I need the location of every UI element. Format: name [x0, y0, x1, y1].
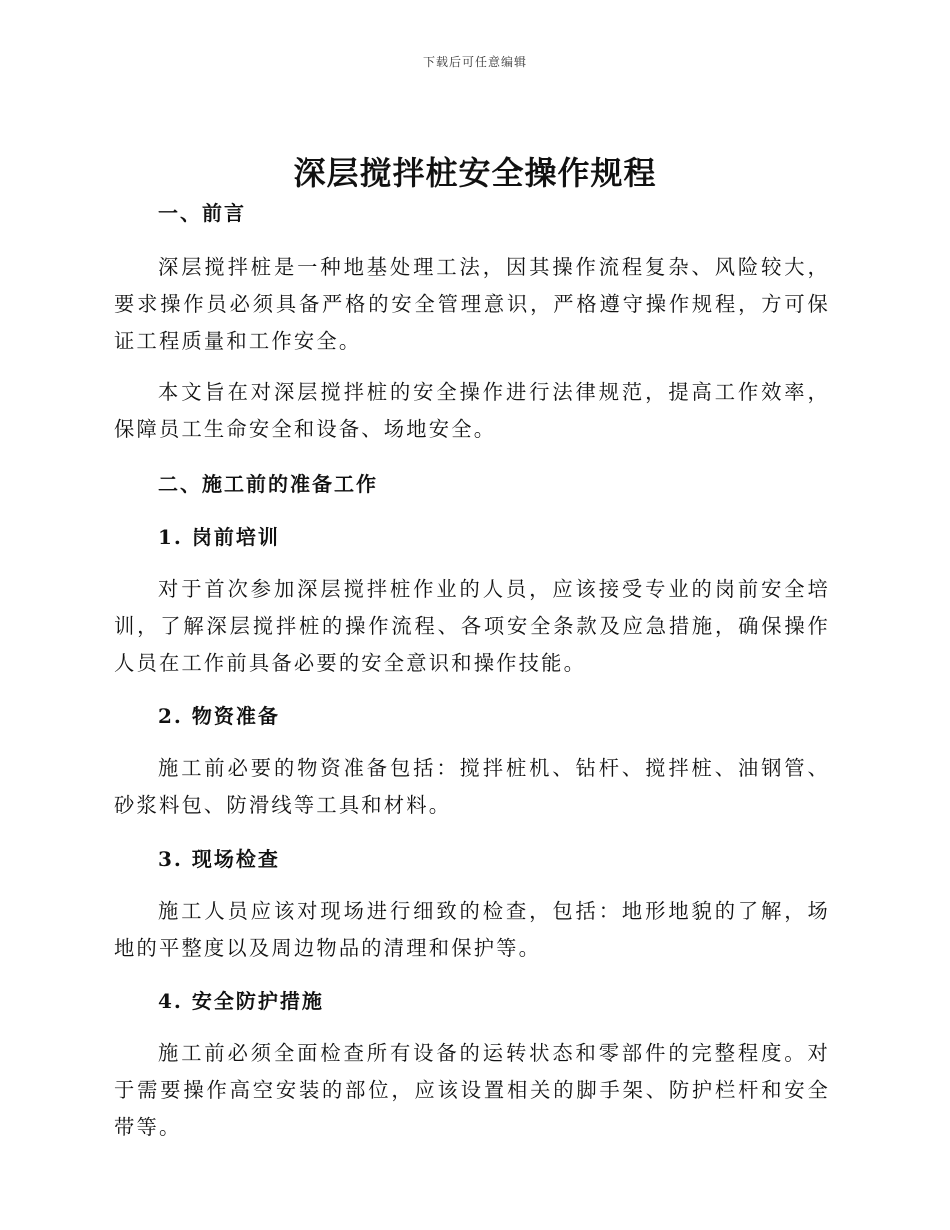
subsection-heading-materials: 2. 物资准备: [158, 704, 280, 728]
document-title: 深层搅拌桩安全操作规程: [293, 154, 657, 192]
paragraph-safety-protection: 施工前必须全面检查所有设备的运转状态和零部件的完整程度。对于需要操作高空安装的部位，应该设置相关的脚手架、防护栏杆和安全带等。: [114, 1041, 830, 1139]
section-heading-preface: 一、前言: [158, 201, 246, 225]
header-note: 下载后可任意编辑: [422, 55, 527, 69]
paragraph-preface-2: 本文旨在对深层搅拌桩的安全操作进行法律规范，提高工作效率，保障员工生命安全和设备、场地安全。: [114, 380, 830, 441]
subsection-heading-training: 1. 岗前培训: [158, 525, 280, 549]
paragraph-site-check: 施工人员应该对现场进行细致的检查，包括：地形地貌的了解，场地的平整度以及周边物品的清理和保护等。: [114, 899, 830, 960]
paragraph-training: 对于首次参加深层搅拌桩作业的人员，应该接受专业的岗前安全培训，了解深层搅拌桩的操作流程、各项安全条款及应急措施，确保操作人员在工作前具备必要的安全意识和操作技能。: [114, 577, 830, 675]
section-heading-preparation: 二、施工前的准备工作: [158, 472, 378, 496]
paragraph-materials: 施工前必要的物资准备包括：搅拌桩机、钻杆、搅拌桩、油钢管、砂浆料包、防滑线等工具和材料。: [114, 756, 830, 817]
subsection-heading-safety-protection: 4. 安全防护措施: [158, 989, 324, 1013]
paragraph-preface-1: 深层搅拌桩是一种地基处理工法，因其操作流程复杂、风险较大，要求操作员必须具备严格的安全管理意识，严格遵守操作规程，方可保证工程质量和工作安全。: [114, 255, 830, 353]
subsection-heading-site-check: 3. 现场检查: [158, 847, 280, 871]
